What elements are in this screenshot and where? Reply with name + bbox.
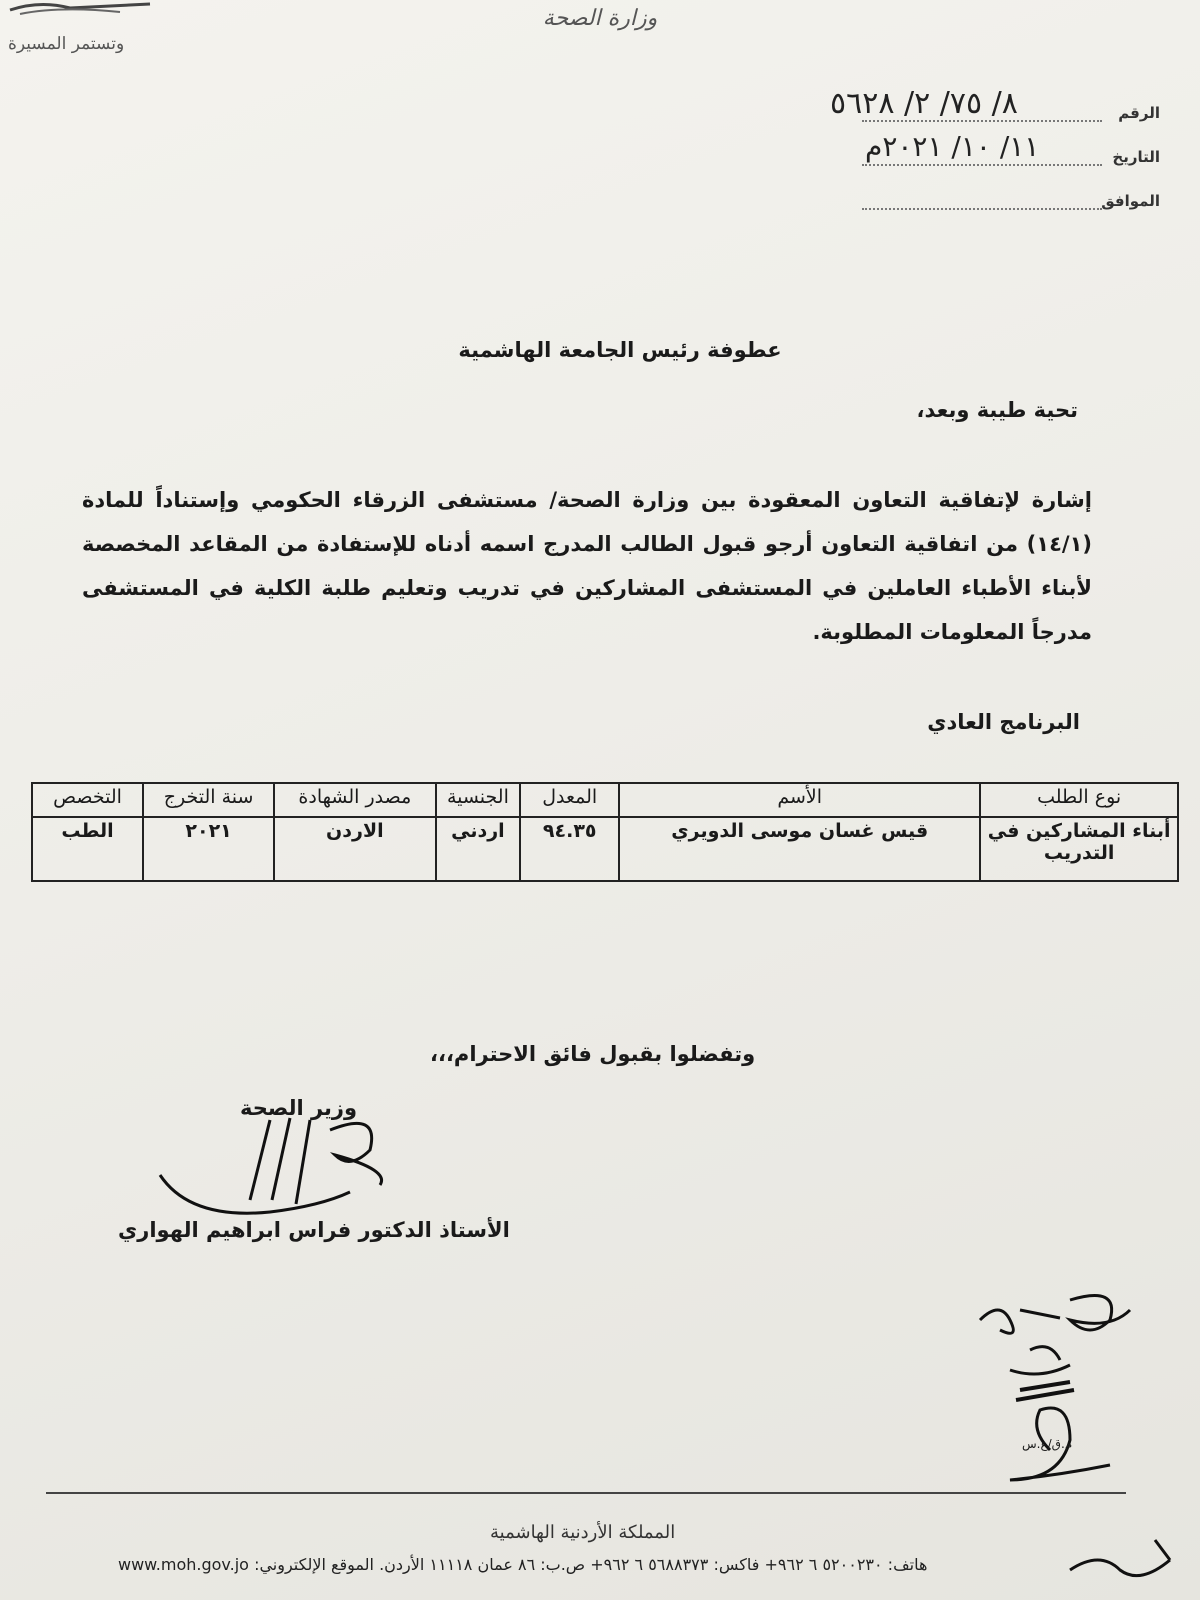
cell-certificate-source: الاردن [274,817,435,881]
header-certificate-source: مصدر الشهادة [274,783,435,817]
reference-code: م.ق/ع.س [1022,1437,1073,1451]
header-graduation-year: سنة التخرج [143,783,274,817]
table-row [32,817,1178,881]
cell-name: قيس غسان موسى الدويري [619,817,980,881]
cell-specialty: الطب [32,817,143,881]
footer-kingdom: المملكة الأردنية الهاشمية [490,1522,676,1543]
cell-nationality: اردني [436,817,521,881]
header-average: المعدل [520,783,619,817]
motto-text: وتستمر المسيرة [8,34,125,54]
closing-line: وتفضلوا بقبول فائق الاحترام،،، [430,1042,756,1066]
date-label: التاريخ [1112,148,1160,166]
body-paragraph: إشارة لإتفاقية التعاون المعقودة بين وزارة الصحة/ مستشفى الزرقاء الحكومي وإستناداً للمادة (١٤/١) من اتفاقية التعاون أرجو قبول الطالب المدرج اسمه أدناه للإستفادة من المقاعد المخصصة لأبناء الأطباء العاملين في المستشفى المشاركين في تدريب وتعليم طلبة الكلية في المستشفى مدرجاً المعلومات المطلوبة. [82,488,1092,644]
handwritten-initials-icon [970,1290,1150,1530]
minister-title: وزير الصحة [240,1096,358,1120]
request-table [31,782,1179,882]
corresponding-label: الموافق [1101,192,1160,210]
corresponding-row [860,188,1160,218]
header-nationality: الجنسية [436,783,521,817]
date-value: ١١/ ١٠/ ٢٠٢١م [865,130,1040,163]
footer-contact-text: هاتف: ٥٢٠٠٢٣٠ ٦ ٩٦٢+ فاكس: ٥٦٨٨٣٧٣ ٦ ٩٦٢+ ص.ب: ٨٦ عمان ١١١١٨ الأردن. الموقع الإلكتروني: [254,1555,928,1574]
footer-website: www.moh.gov.jo [118,1555,249,1574]
cell-average: ٩٤.٣٥ [520,817,619,881]
reference-number-label: الرقم [1118,104,1160,122]
program-heading: البرنامج العادي [927,710,1080,734]
handwritten-mark-icon [1060,1530,1190,1590]
greeting: تحية طيبة وبعد، [916,398,1078,422]
cell-request-type: أبناء المشاركين في التدريب [980,817,1178,881]
header-specialty: التخصص [32,783,143,817]
ministry-header: وزارة الصحة [542,6,658,31]
footer-contact [118,1555,927,1574]
footer-divider [46,1492,1126,1494]
table-header-row [32,783,1178,817]
addressee: عطوفة رئيس الجامعة الهاشمية [458,338,782,362]
header-request-type: نوع الطلب [980,783,1178,817]
minister-name: الأستاذ الدكتور فراس ابراهيم الهواري [118,1218,510,1242]
header-name: الأسم [619,783,980,817]
cell-graduation-year: ٢٠٢١ [143,817,274,881]
reference-number-value: ٨/ ٧٥/ ٢/ ٥٦٢٨ [830,86,1018,121]
handwritten-signature-icon [150,1100,410,1230]
